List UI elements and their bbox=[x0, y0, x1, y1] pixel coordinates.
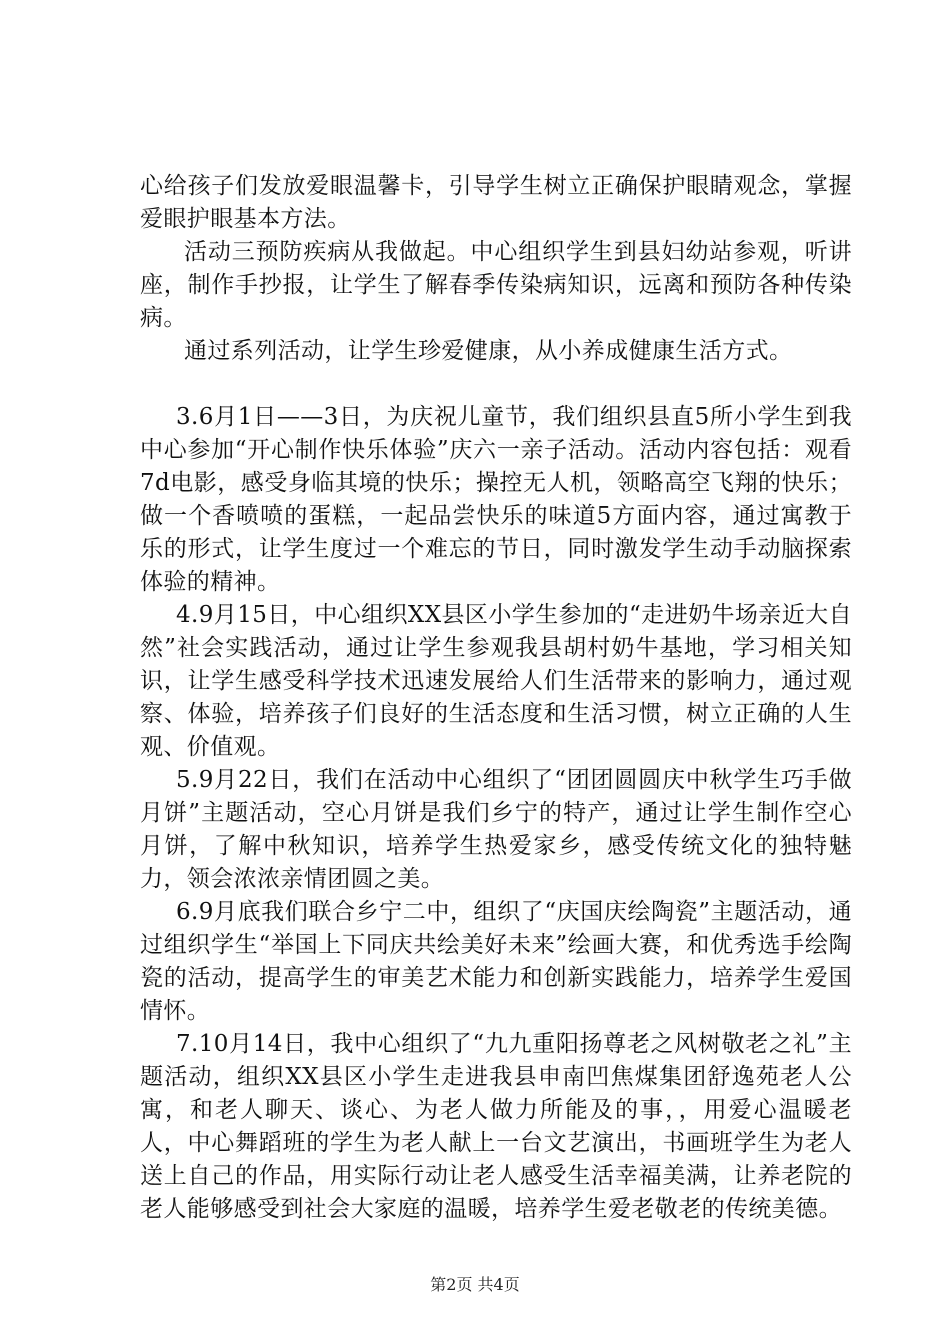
paragraph-activity-three-disease-prevention: 活动三预防疾病从我做起。中心组织学生到县妇幼站参观，听讲座，制作手抄报，让学生了解春季传染病知识，远离和预防各种传染病。 bbox=[140, 239, 852, 331]
document-body bbox=[140, 170, 852, 1226]
paragraph-item-5-mid-autumn: 5.9月22日，我们在活动中心组织了“团团圆圆庆中秋学生巧手做月饼”主题活动，空心月饼是我们乡宁的特产，通过让学生制作空心月饼，了解中秋知识，培养学生热爱家乡，感受传统文化的独特魅力，领会浓浓亲情团圆之美。 bbox=[140, 767, 852, 892]
paragraph-item-4-dairy-farm: 4.9月15日，中心组织XX县区小学生参加的“走进奶牛场亲近大自然”社会实践活动，通过让学生参观我县胡村奶牛基地，学习相关知识，让学生感受科学技术迅速发展给人们生活带来的影响力，通过观察、体验，培养孩子们良好的生活态度和生活习惯，树立正确的人生观、价值观。 bbox=[140, 602, 852, 760]
paragraph-item-3-childrens-day: 3.6月1日——3日，为庆祝儿童节，我们组织县直5所小学生到我中心参加“开心制作快乐体验”庆六一亲子活动。活动内容包括：观看7d电影，感受身临其境的快乐；操控无人机，领略高空飞翔的快乐；做一个香喷喷的蛋糕，一起品尝快乐的味道5方面内容，通过寓教于乐的形式，让学生度过一个难忘的节日，同时激发学生动手动脑探索体验的精神。 bbox=[140, 404, 852, 595]
paragraph-series-summary: 通过系列活动，让学生珍爱健康，从小养成健康生活方式。 bbox=[184, 338, 793, 364]
paragraph-eye-care-card: 心给孩子们发放爱眼温馨卡，引导学生树立正确保护眼睛观念，掌握爱眼护眼基本方法。 bbox=[140, 173, 852, 232]
paragraph-item-7-double-ninth: 7.10月14日，我中心组织了“九九重阳扬尊老之风树敬老之礼”主题活动，组织XX县区小学生走进我县申南凹焦煤集团舒逸苑老人公寓，和老人聊天、谈心、为老人做力所能及的事，，用爱心温暖老人，中心舞蹈班的学生为老人献上一台文艺演出，书画班学生为老人送上自己的作品，用实际行动让老人感受生活幸福美满，让养老院的老人能够感受到社会大家庭的温暖，培养学生爱老敬老的传统美德。 bbox=[140, 1031, 852, 1222]
paragraph-item-6-national-day-ceramics: 6.9月底我们联合乡宁二中，组织了“庆国庆绘陶瓷”主题活动，通过组织学生“举国上下同庆共绘美好未来”绘画大赛，和优秀选手绘陶瓷的活动，提高学生的审美艺术能力和创新实践能力，培养学生爱国情怀。 bbox=[140, 899, 852, 1024]
page-number-footer: 第2页 共4页 bbox=[430, 1275, 520, 1294]
